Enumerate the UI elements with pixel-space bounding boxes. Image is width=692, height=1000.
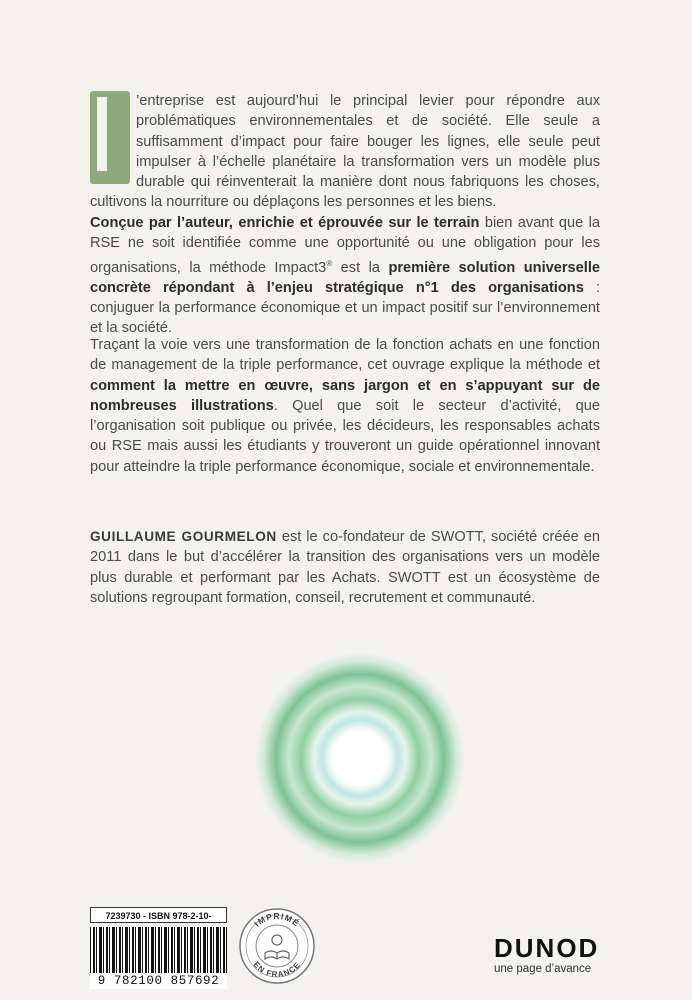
method-text-2: est la: [332, 259, 389, 276]
barcode-digits: 9 782100 857692: [90, 973, 227, 989]
registered-mark: ®: [326, 258, 333, 268]
stamp-top-text: IMPRIMÉ: [252, 911, 302, 929]
method-bold-claim: première solution universelle concrète répondant à l’enjeu stratégique n°1 des organisations: [90, 259, 601, 296]
barcode: [90, 907, 227, 987]
intro-paragraph: [90, 91, 600, 213]
author-bio: est le co-fondateur de SWOTT, société créée en 2011 dans le but d’accélérer la transition des organisations vers un modèle plus durable et performant par les Achats. SWOTT est un écosystème de solutions regroupant formation, conseil, recrutement et communauté.: [90, 529, 601, 606]
book-paragraph: [90, 335, 600, 477]
book-text-2: . Quel que soit le secteur d’activité, que l’organisation soit publique ou privée, les décideurs, les responsables achats ou RSE mais aussi les étudiants y trouveront un guide opérationnel innovant pour atteindre la triple performance économique, sociale et environnementale.: [90, 397, 600, 475]
author-paragraph: [90, 527, 600, 608]
isbn-label: 7239730 - ISBN 978-2-10-: [90, 907, 227, 923]
author-name: GUILLAUME GOURMELON: [90, 529, 277, 544]
intro-text: ’entreprise est aujourd’hui le principal levier pour répondre aux problématiques environnementales et de société. Elle seule a suffisamment d’impact pour faire bouger les lignes, elle seule peut impulser à l’échelle planétaire la transformation vers un modèle plus durable qui réinventerait la manière dont nous fabriquons les choses, cultivons la nourriture ou déplaçons les personnes et les biens.: [90, 93, 600, 211]
stamp-bottom-text: EN FRANCE: [251, 960, 303, 980]
book-bold: comment la mettre en œuvre, sans jargon et en s’appuyant sur de nombreuses illustrations: [90, 377, 600, 414]
drop-cap-space: [90, 91, 130, 184]
method-paragraph: [90, 213, 600, 339]
book-text-1: Traçant la voie vers une transformation de la fonction achats en une fonction de management de la triple performance, cet ouvrage explique la méthode et: [90, 337, 600, 374]
barcode-bars: [90, 927, 227, 975]
method-text-3: : conjuguer la performance économique et un impact positif sur l’environnement et la société.: [90, 279, 600, 337]
method-text-1: bien avant que la RSE ne soit identifiée comme une opportunité ou une obligation pour les organisations, la méthode Impact3: [90, 215, 600, 276]
method-bold-lead: Conçue par l’auteur, enrichie et éprouvée sur le terrain: [90, 215, 480, 231]
ring-center: [332, 730, 388, 786]
dunod-logo: [494, 934, 604, 976]
publisher-name: DUNOD: [494, 933, 600, 963]
concentric-rings-graphic: [255, 653, 465, 863]
imprime-en-france-stamp: [238, 907, 316, 985]
publisher-tagline: une page d’avance: [494, 963, 592, 975]
